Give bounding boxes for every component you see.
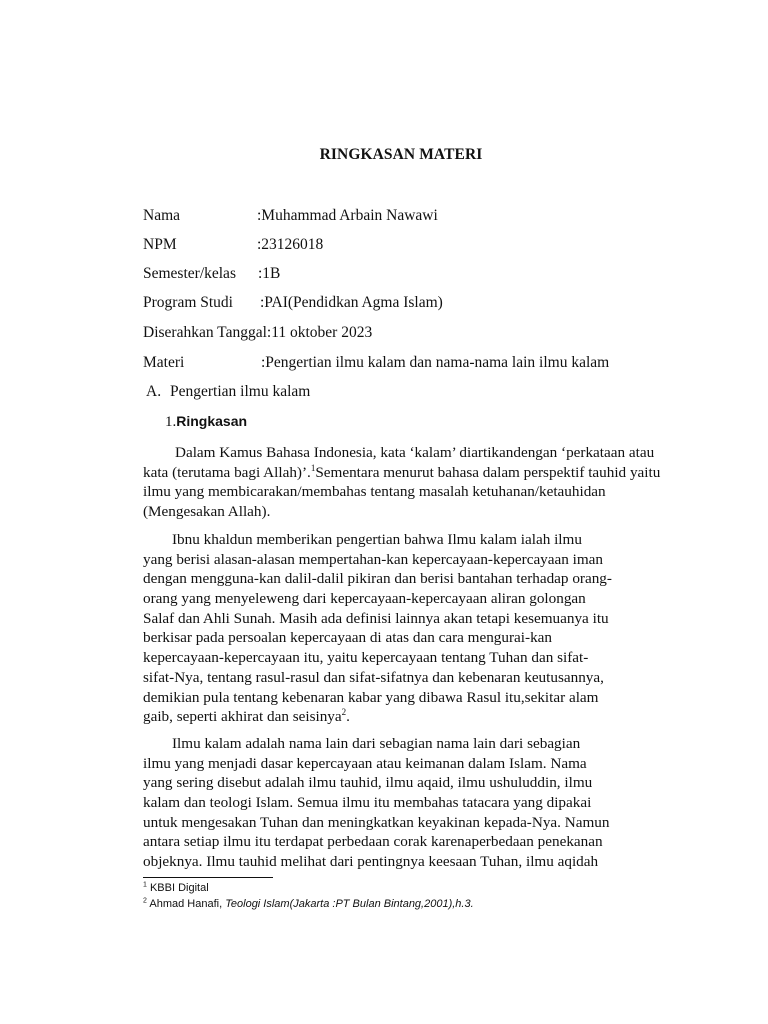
- paragraph-line: orang yang menyeleweng dari kepercayaan-kepercayaan aliran golongan: [143, 590, 586, 608]
- paragraph-1: [143, 443, 661, 522]
- footnote-reference: Teologi Islam(Jakarta :PT Bulan Bintang,2001),h.3.: [225, 898, 474, 910]
- paragraph-line: Ibnu khaldun memberikan pengertian bahwa Ilmu kalam ialah ilmu: [172, 531, 582, 548]
- footnote-mark: 2: [143, 897, 147, 905]
- paragraph-line: kepercayaan-kepercayaan itu, yaitu kepercayaan tentang Tuhan dan sifat-: [143, 649, 589, 667]
- info-label: Diserahkan Tanggal: [143, 324, 267, 341]
- footnote-ref: 1: [310, 462, 316, 473]
- paragraph-text: .: [346, 708, 350, 726]
- footnote-2: [143, 898, 474, 910]
- footnote-text: KBBI Digital: [149, 882, 209, 894]
- subsection-number: 1.: [165, 414, 177, 430]
- paragraph-line: demikian pula tentang kebenaran kabar yang dibawa Rasul itu,sekitar alam: [143, 688, 599, 706]
- info-value: :11 oktober 2023: [266, 324, 373, 341]
- paragraph-line: berkisar pada persoalan kepercayaan di atas dan cara mengurai-kan: [143, 629, 553, 647]
- paragraph-line: dengan mengguna-kan dalil-dalil pikiran dan berisi bantahan terhadap orang-: [143, 570, 612, 588]
- info-value: :23126018: [257, 236, 324, 253]
- info-value: :PAI(Pendidkan Agma Islam): [260, 294, 443, 311]
- paragraph-line: [143, 462, 661, 483]
- paragraph-line: Dalam Kamus Bahasa Indonesia, kata ‘kalam’ diartikandengan ‘perkataan atau: [175, 444, 655, 461]
- paragraph-text: kata (terutama bagi Allah)’.: [143, 463, 311, 481]
- info-label: Nama: [143, 207, 181, 224]
- paragraph-line: kalam dan teologi Islam. Semua ilmu itu membahas tatacara yang dipakai: [143, 794, 592, 812]
- section-title: Pengertian ilmu kalam: [170, 383, 311, 400]
- paragraph-line: (Mengesakan Allah).: [143, 503, 271, 521]
- document-title: RINGKASAN MATERI: [319, 146, 483, 163]
- info-label: Materi: [143, 354, 185, 371]
- paragraph-line: antara setiap ilmu itu terdapat perbedaan corak karenaperbedaan penekanan: [143, 833, 603, 851]
- paragraph-line: ilmu yang membicarakan/membahas tentang masalah ketuhanan/ketauhidan: [143, 483, 606, 501]
- paragraph-text: Sementara menurut bahasa dalam perspektif tauhid yaitu: [315, 463, 661, 481]
- paragraph-text: gaib, seperti akhirat dan seisinya: [143, 708, 342, 726]
- footnote-separator: [143, 877, 273, 878]
- paragraph-line: [143, 707, 633, 727]
- paragraph-line: sifat-Nya, tentang rasul-rasul dan sifat-sifatnya dan kebenaran keutusannya,: [143, 668, 604, 686]
- subsection-heading: [165, 413, 247, 431]
- footnote-ref: 2: [341, 707, 347, 718]
- info-value: :1B: [258, 265, 281, 282]
- subsection-title: Ringkasan: [176, 413, 248, 429]
- section-letter: A.: [146, 383, 162, 400]
- paragraph-line: untuk mengesakan Tuhan dan meningkatkan keyakinan kepada-Nya. Namun: [143, 813, 610, 831]
- info-label: Semester/kelas: [143, 265, 236, 282]
- footnote-mark: 1: [143, 881, 147, 889]
- paragraph-line: ilmu yang menjadi dasar kepercayaan atau keimanan dalam Islam. Nama: [143, 754, 587, 772]
- footnote-author: Ahmad Hanafi,: [149, 898, 226, 910]
- paragraph-line: yang sering disebut adalah ilmu tauhid, ilmu aqaid, ilmu ushuluddin, ilmu: [143, 774, 593, 792]
- info-value: :Pengertian ilmu kalam dan nama-nama lain ilmu kalam: [261, 354, 610, 371]
- paragraph-3: [143, 734, 633, 872]
- paragraph-line: Ilmu kalam adalah nama lain dari sebagian nama lain dari sebagian: [172, 735, 581, 752]
- info-label: NPM: [143, 236, 177, 253]
- footnote-1: [143, 882, 209, 894]
- paragraph-2: [143, 530, 633, 727]
- paragraph-line: objeknya. Ilmu tauhid melihat dari pentingnya keesaan Tuhan, ilmu aqidah: [143, 853, 599, 871]
- info-row-diserahkan: [143, 324, 372, 342]
- paragraph-line: Salaf dan Ahli Sunah. Masih ada definisi lainnya akan tetapi kesemuanya itu: [143, 609, 609, 627]
- info-value: :Muhammad Arbain Nawawi: [257, 207, 438, 224]
- info-label: Program Studi: [143, 294, 233, 311]
- paragraph-line: yang berisi alasan-alasan mempertahan-kan kepercayaan-kepercayaan iman: [143, 550, 604, 568]
